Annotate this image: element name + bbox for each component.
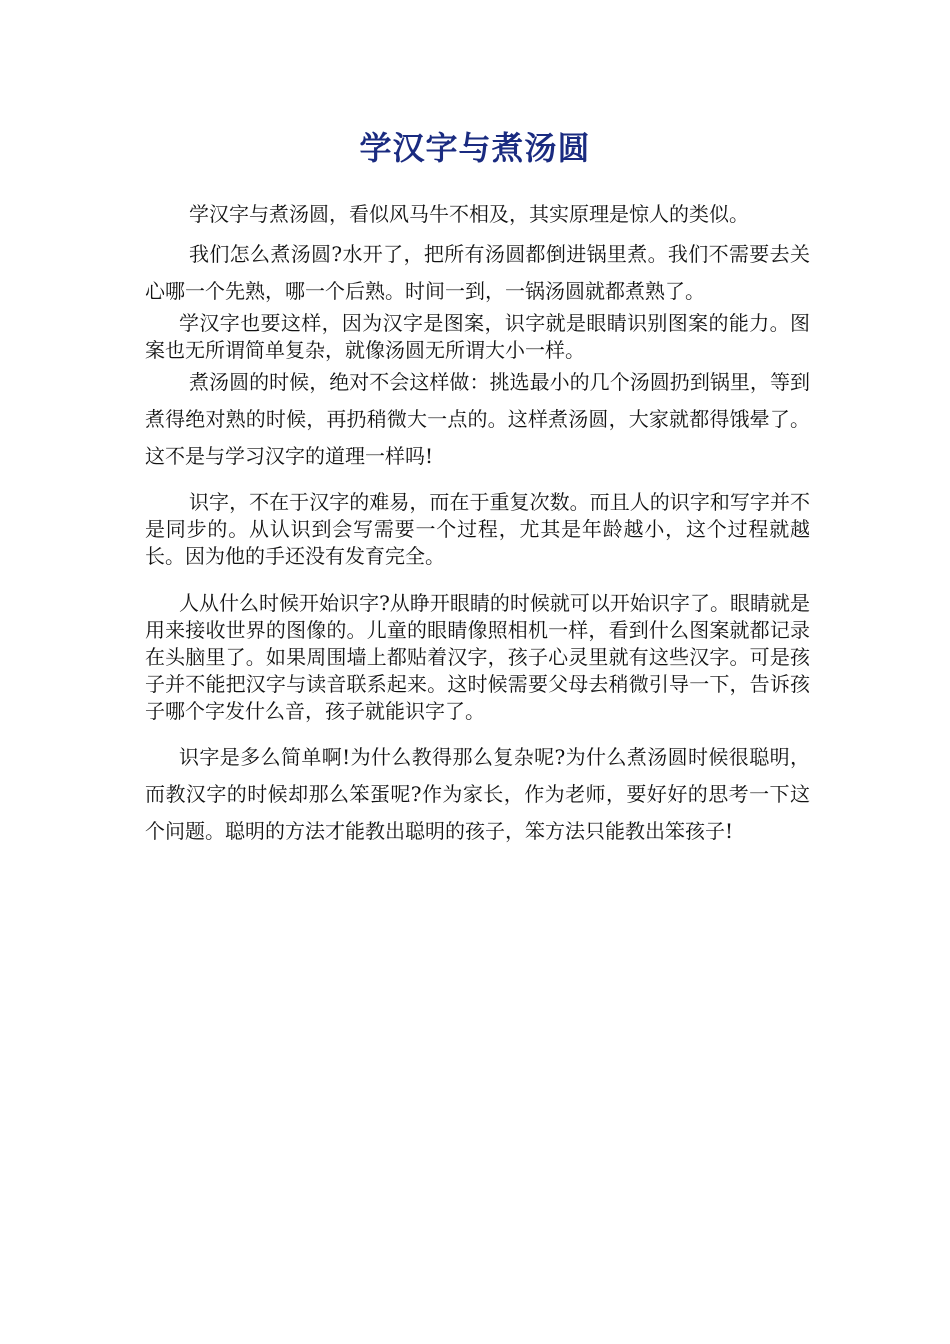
paragraph-1: 学汉字与煮汤圆，看似风马牛不相及，其实原理是惊人的类似。 (189, 202, 749, 226)
paragraph-3: 学汉字也要这样，因为汉字是图案，识字就是眼睛识别图案的能力。图案也无所谓简单复杂，就像汤圆无所谓大小一样。 (145, 311, 810, 362)
paragraph-7: 识字是多么简单啊!为什么教得那么复杂呢?为什么煮汤圆时候很聪明，而教汉字的时候却那么笨蛋呢?作为家长，作为老师，要好好的思考一下这个问题。聪明的方法才能教出聪明的孩子，笨方法只能教出笨孩子! (145, 745, 810, 843)
paragraph-6: 人从什么时候开始识字?从睁开眼睛的时候就可以开始识字了。眼睛就是用来接收世界的图像的。儿童的眼睛像照相机一样，看到什么图案就都记录在头脑里了。如果周围墙上都贴着汉字，孩子心灵里就有这些汉字。可是孩子并不能把汉字与读音联系起来。这时候需要父母去稍微引导一下，告诉孩子哪个字发什么音，孩子就能识字了。 (145, 591, 810, 723)
document-title: 学汉字与煮汤圆 (359, 129, 591, 167)
document-body (145, 196, 810, 850)
paragraph-4: 煮汤圆的时候，绝对不会这样做：挑选最小的几个汤圆扔到锅里，等到煮得绝对熟的时候，再扔稍微大一点的。这样煮汤圆，大家就都得饿晕了。这不是与学习汉字的道理一样吗! (145, 370, 810, 468)
paragraph-5: 识字，不在于汉字的难易，而在于重复次数。而且人的识字和写字并不是同步的。从认识到会写需要一个过程，尤其是年龄越小，这个过程就越长。因为他的手还没有发育完全。 (145, 490, 810, 568)
paragraph-2: 我们怎么煮汤圆?水开了，把所有汤圆都倒进锅里煮。我们不需要去关心哪一个先熟，哪一个后熟。时间一到，一锅汤圆就都煮熟了。 (145, 242, 810, 303)
